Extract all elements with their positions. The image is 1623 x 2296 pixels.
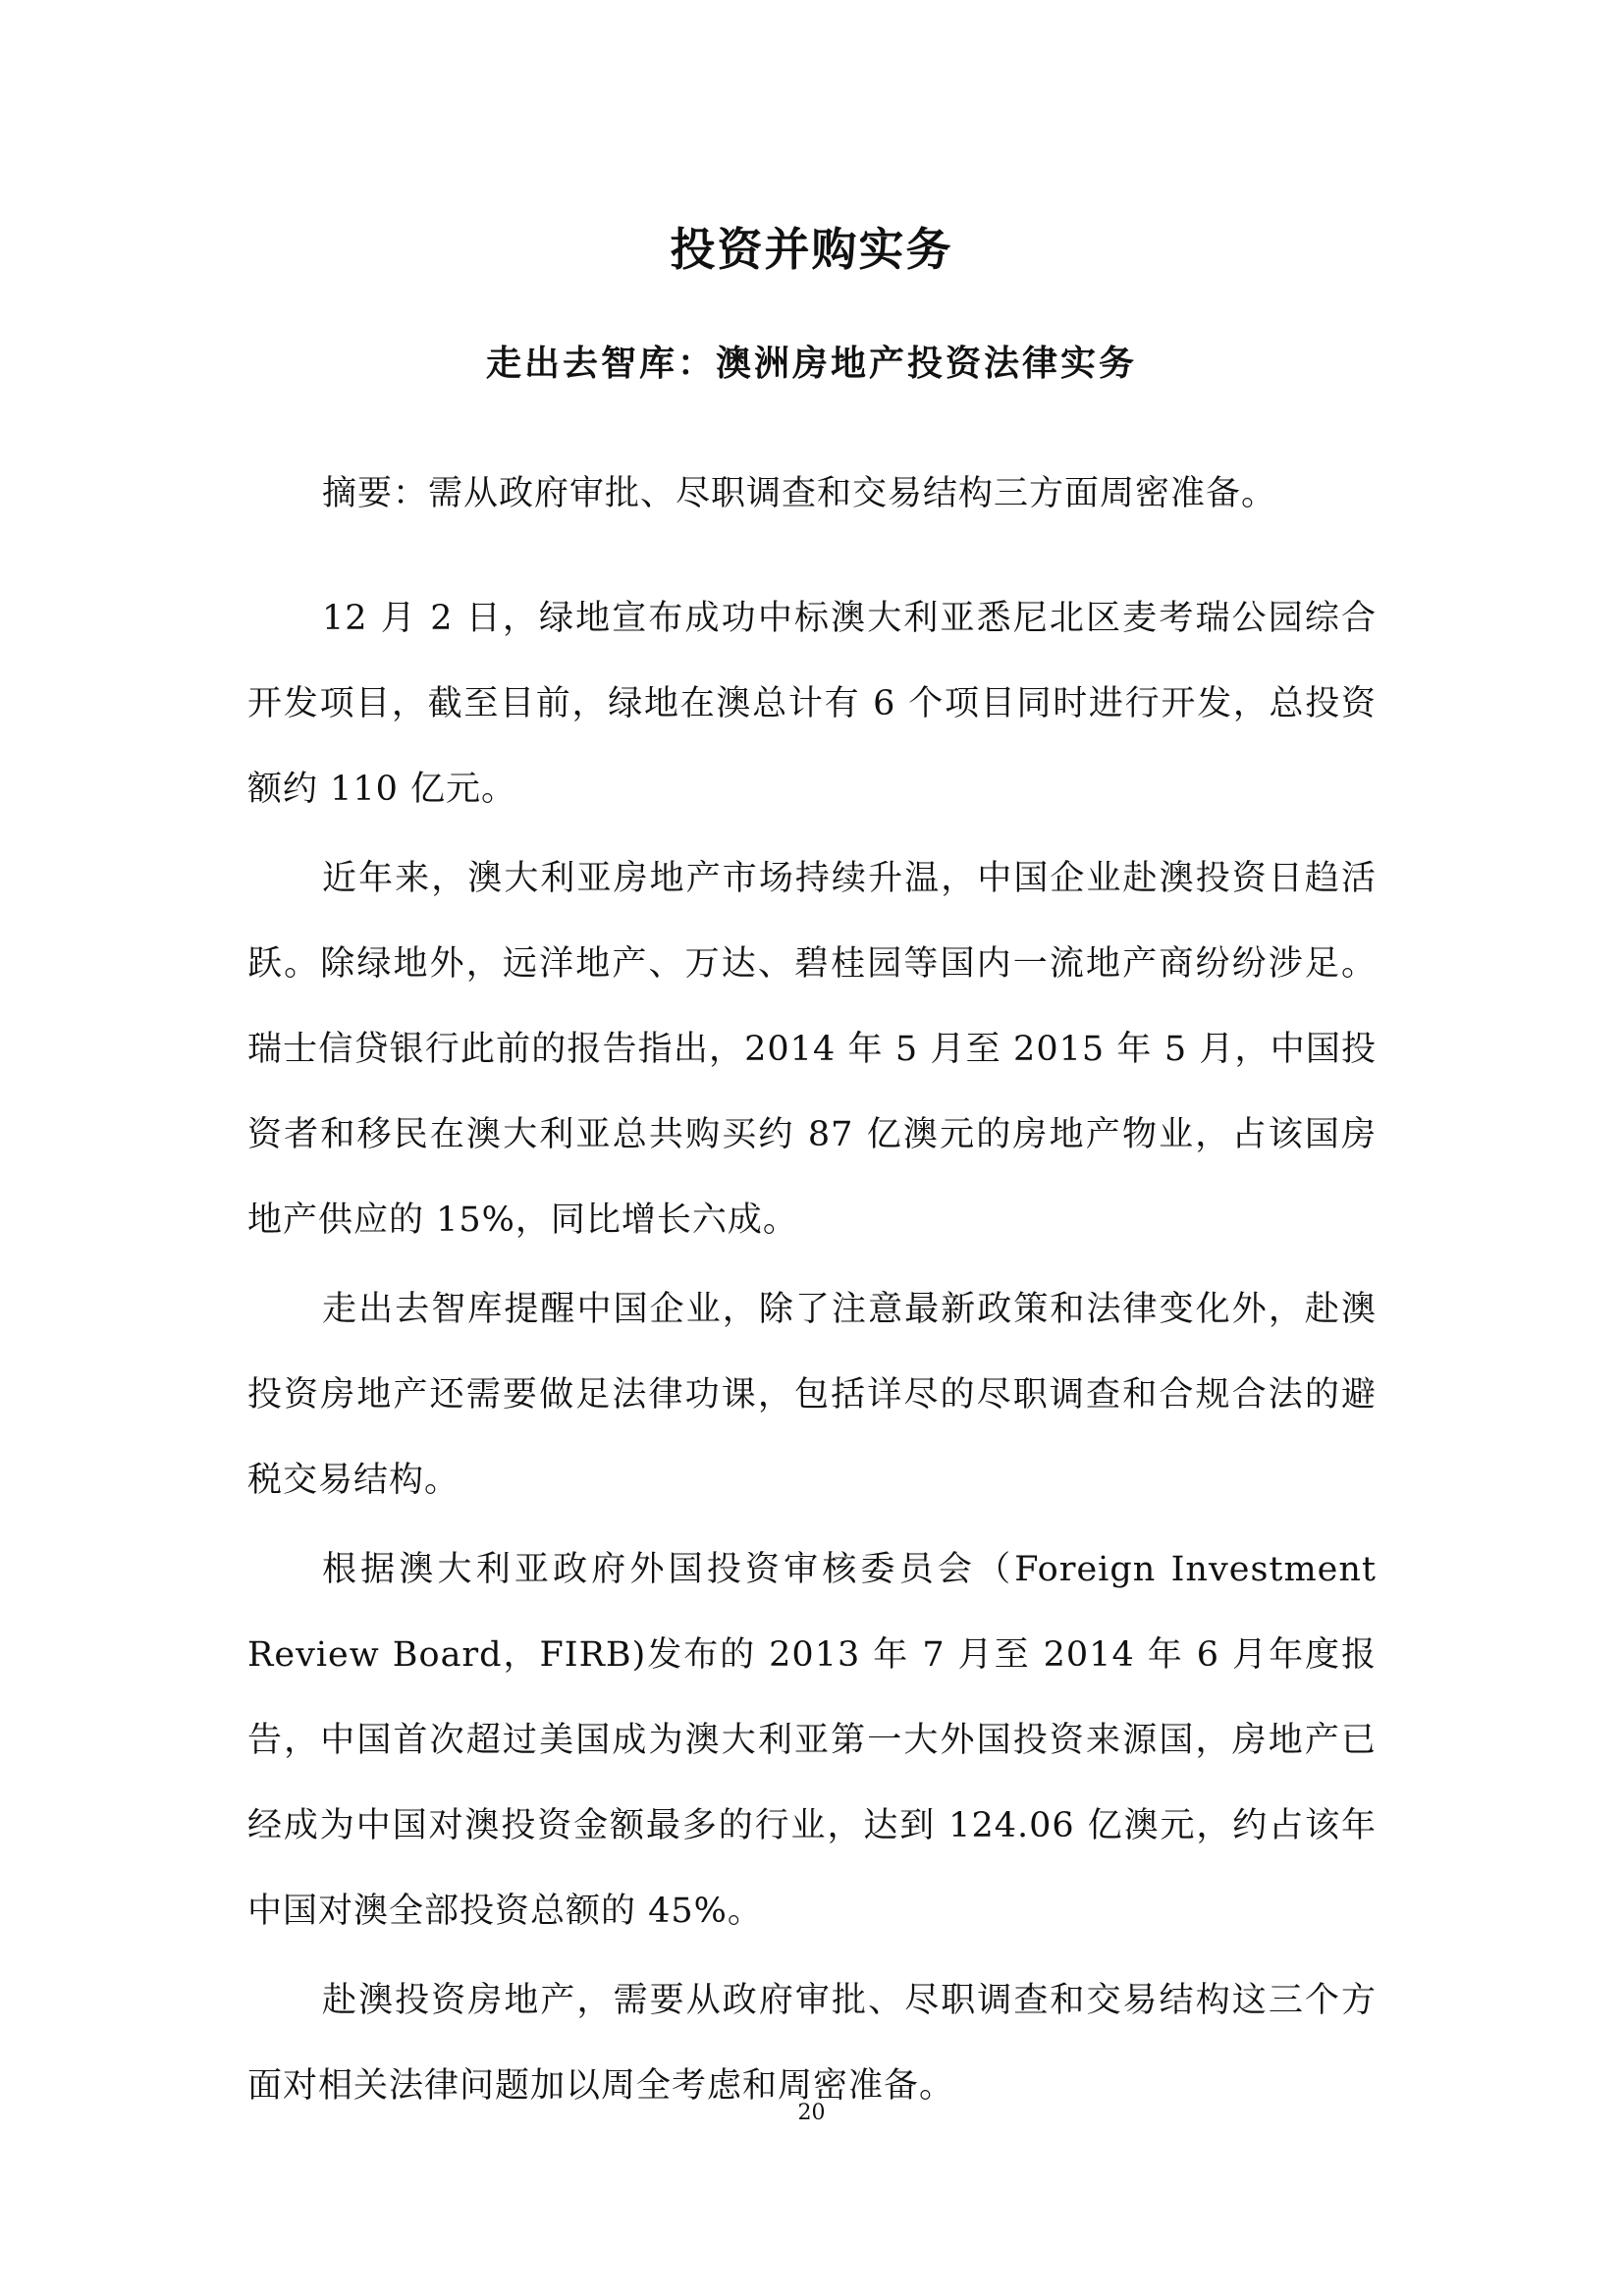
body-paragraph: 赴澳投资房地产，需要从政府审批、尽职调查和交易结构这三个方面对相关法律问题加以周全考虑和周密准备。: [247, 1981, 1377, 2106]
body-paragraph: 近年来，澳大利亚房地产市场持续升温，中国企业赴澳投资日趋活跃。除绿地外，远洋地产、万达、碧桂园等国内一流地产商纷纷涉足。瑞士信贷银行此前的报告指出，2014 年 5 月至 2015 年 5 月，中国投资者和移民在澳大利亚总共购买约 87 亿澳元的房地产物业，占该国房地产供应的 15%，同比增长六成。: [247, 859, 1377, 1240]
abstract-paragraph: 摘要：需从政府审批、尽职调查和交易结构三方面周密准备。: [322, 474, 1277, 513]
body-paragraph: 12 月 2 日，绿地宣布成功中标澳大利亚悉尼北区麦考瑞公园综合开发项目，截至目前，绿地在澳总计有 6 个项目同时进行开发，总投资额约 110 亿元。: [247, 599, 1377, 809]
article-body: [247, 452, 1377, 2129]
page-number: 20: [797, 2101, 826, 2125]
section-title: 投资并购实务: [670, 223, 953, 276]
body-paragraph: 走出去智库提醒中国企业，除了注意最新政策和法律变化外，赴澳投资房地产还需要做足法律功课，包括详尽的尽职调查和合规合法的避税交易结构。: [247, 1290, 1377, 1500]
article-title: 走出去智库：澳洲房地产投资法律实务: [485, 344, 1137, 384]
body-paragraph: 根据澳大利亚政府外国投资审核委员会（Foreign Investment Review Board，FIRB)发布的 2013 年 7 月至 2014 年 6 月年度报告，中国首次超过美国成为澳大利亚第一大外国投资来源国，房地产已经成为中国对澳投资金额最多的行业，达到 124.06 亿澳元，约占该年中国对澳全部投资总额的 45%。: [247, 1550, 1377, 1931]
